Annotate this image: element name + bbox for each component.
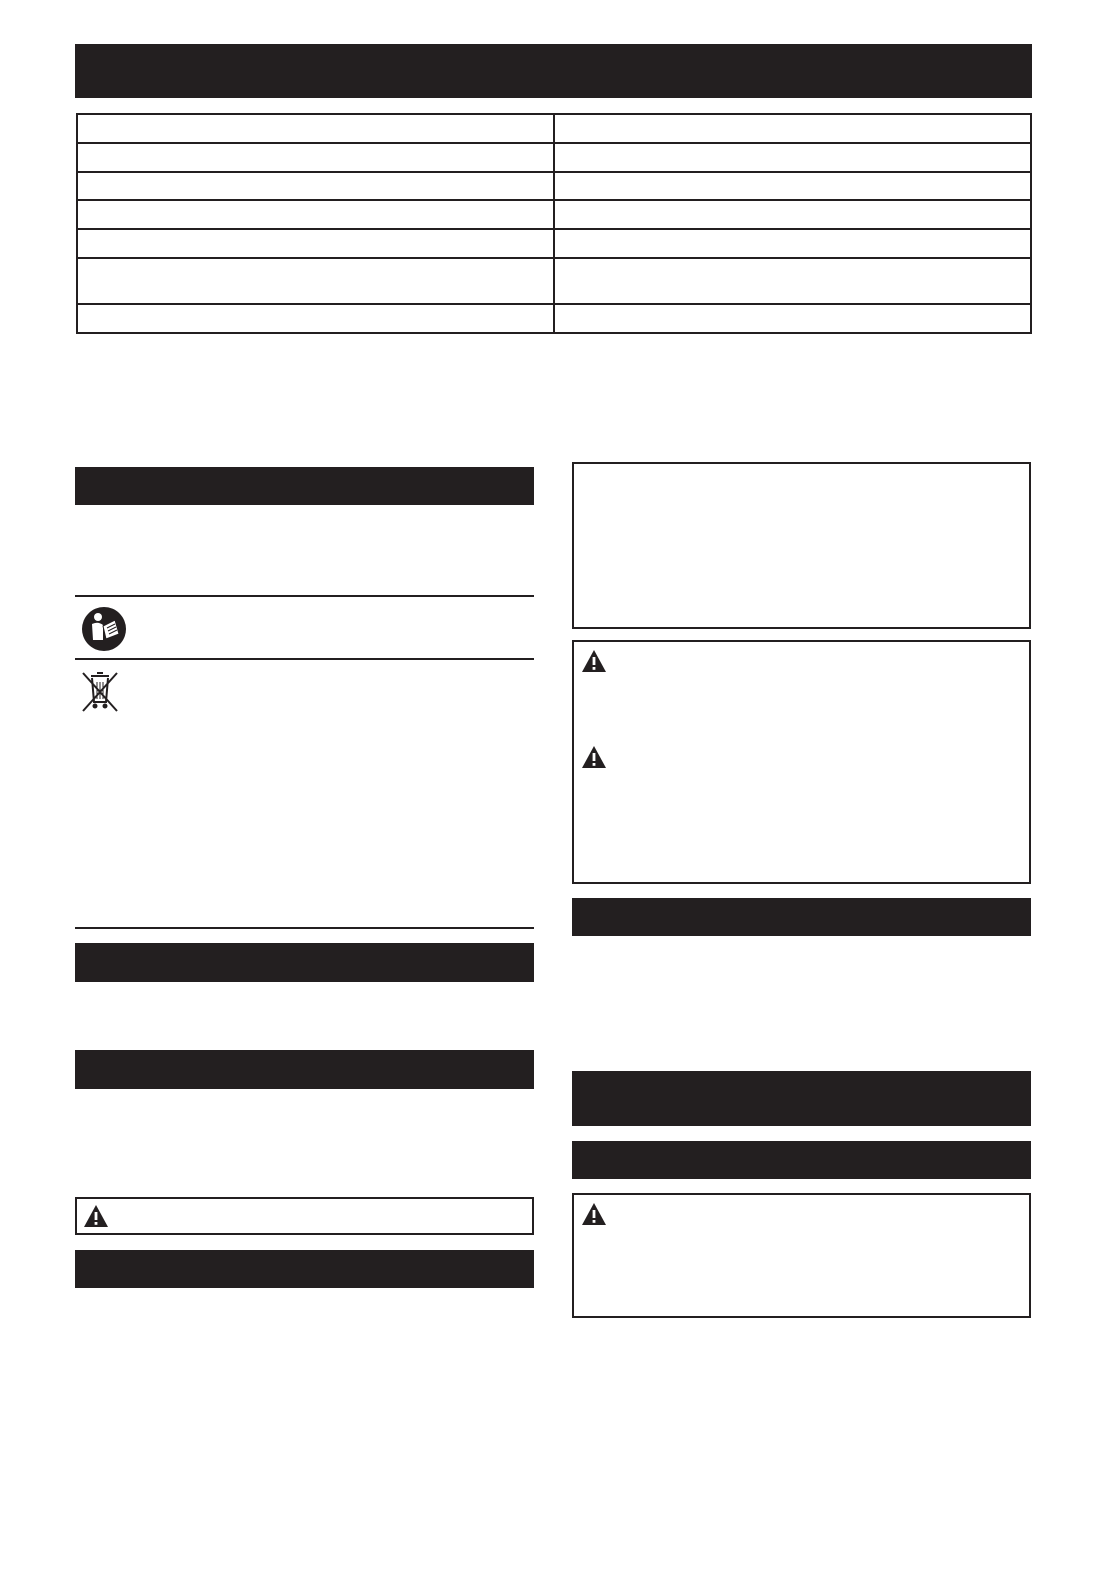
warning-icon [581, 1202, 607, 1226]
table-row [77, 172, 1031, 200]
save-instructions-heading-bar [75, 1250, 534, 1288]
table-row [77, 114, 1031, 143]
assembly-caution-box [572, 1193, 1031, 1318]
spec-label [77, 172, 554, 200]
crossed-out-wheeled-bin-icon [80, 670, 120, 714]
safety-warnings-heading-bar [75, 1050, 534, 1089]
divider [75, 658, 534, 660]
spec-label [77, 258, 554, 304]
spec-value [554, 229, 1031, 258]
assembly-subheading-bar [572, 1141, 1031, 1179]
divider [75, 927, 534, 929]
spec-label [77, 143, 554, 172]
functional-description-heading-bar [572, 898, 1031, 936]
spec-label [77, 200, 554, 229]
table-row [77, 258, 1031, 304]
divider [75, 595, 534, 597]
spec-value [554, 114, 1031, 143]
warning-icon [83, 1204, 109, 1228]
spec-value [554, 143, 1031, 172]
spec-label [77, 229, 554, 258]
intended-use-heading-bar [75, 943, 534, 982]
specifications-table [76, 113, 1032, 334]
spec-value [554, 172, 1031, 200]
spec-value [554, 258, 1031, 304]
warning-icon [581, 649, 607, 673]
read-instruction-manual-icon [81, 606, 127, 652]
spec-label [77, 114, 554, 143]
table-row [77, 229, 1031, 258]
symbols-heading-bar [75, 467, 534, 505]
spec-value [554, 304, 1031, 333]
warning-icon [581, 745, 607, 769]
table-row [77, 200, 1031, 229]
page-title-banner [75, 44, 1032, 98]
table-row [77, 143, 1031, 172]
warning-box [75, 1197, 534, 1235]
spec-value [554, 200, 1031, 229]
assembly-banner [572, 1071, 1031, 1126]
table-row [77, 304, 1031, 333]
spec-label [77, 304, 554, 333]
notice-box [572, 462, 1031, 629]
caution-box [572, 640, 1031, 884]
